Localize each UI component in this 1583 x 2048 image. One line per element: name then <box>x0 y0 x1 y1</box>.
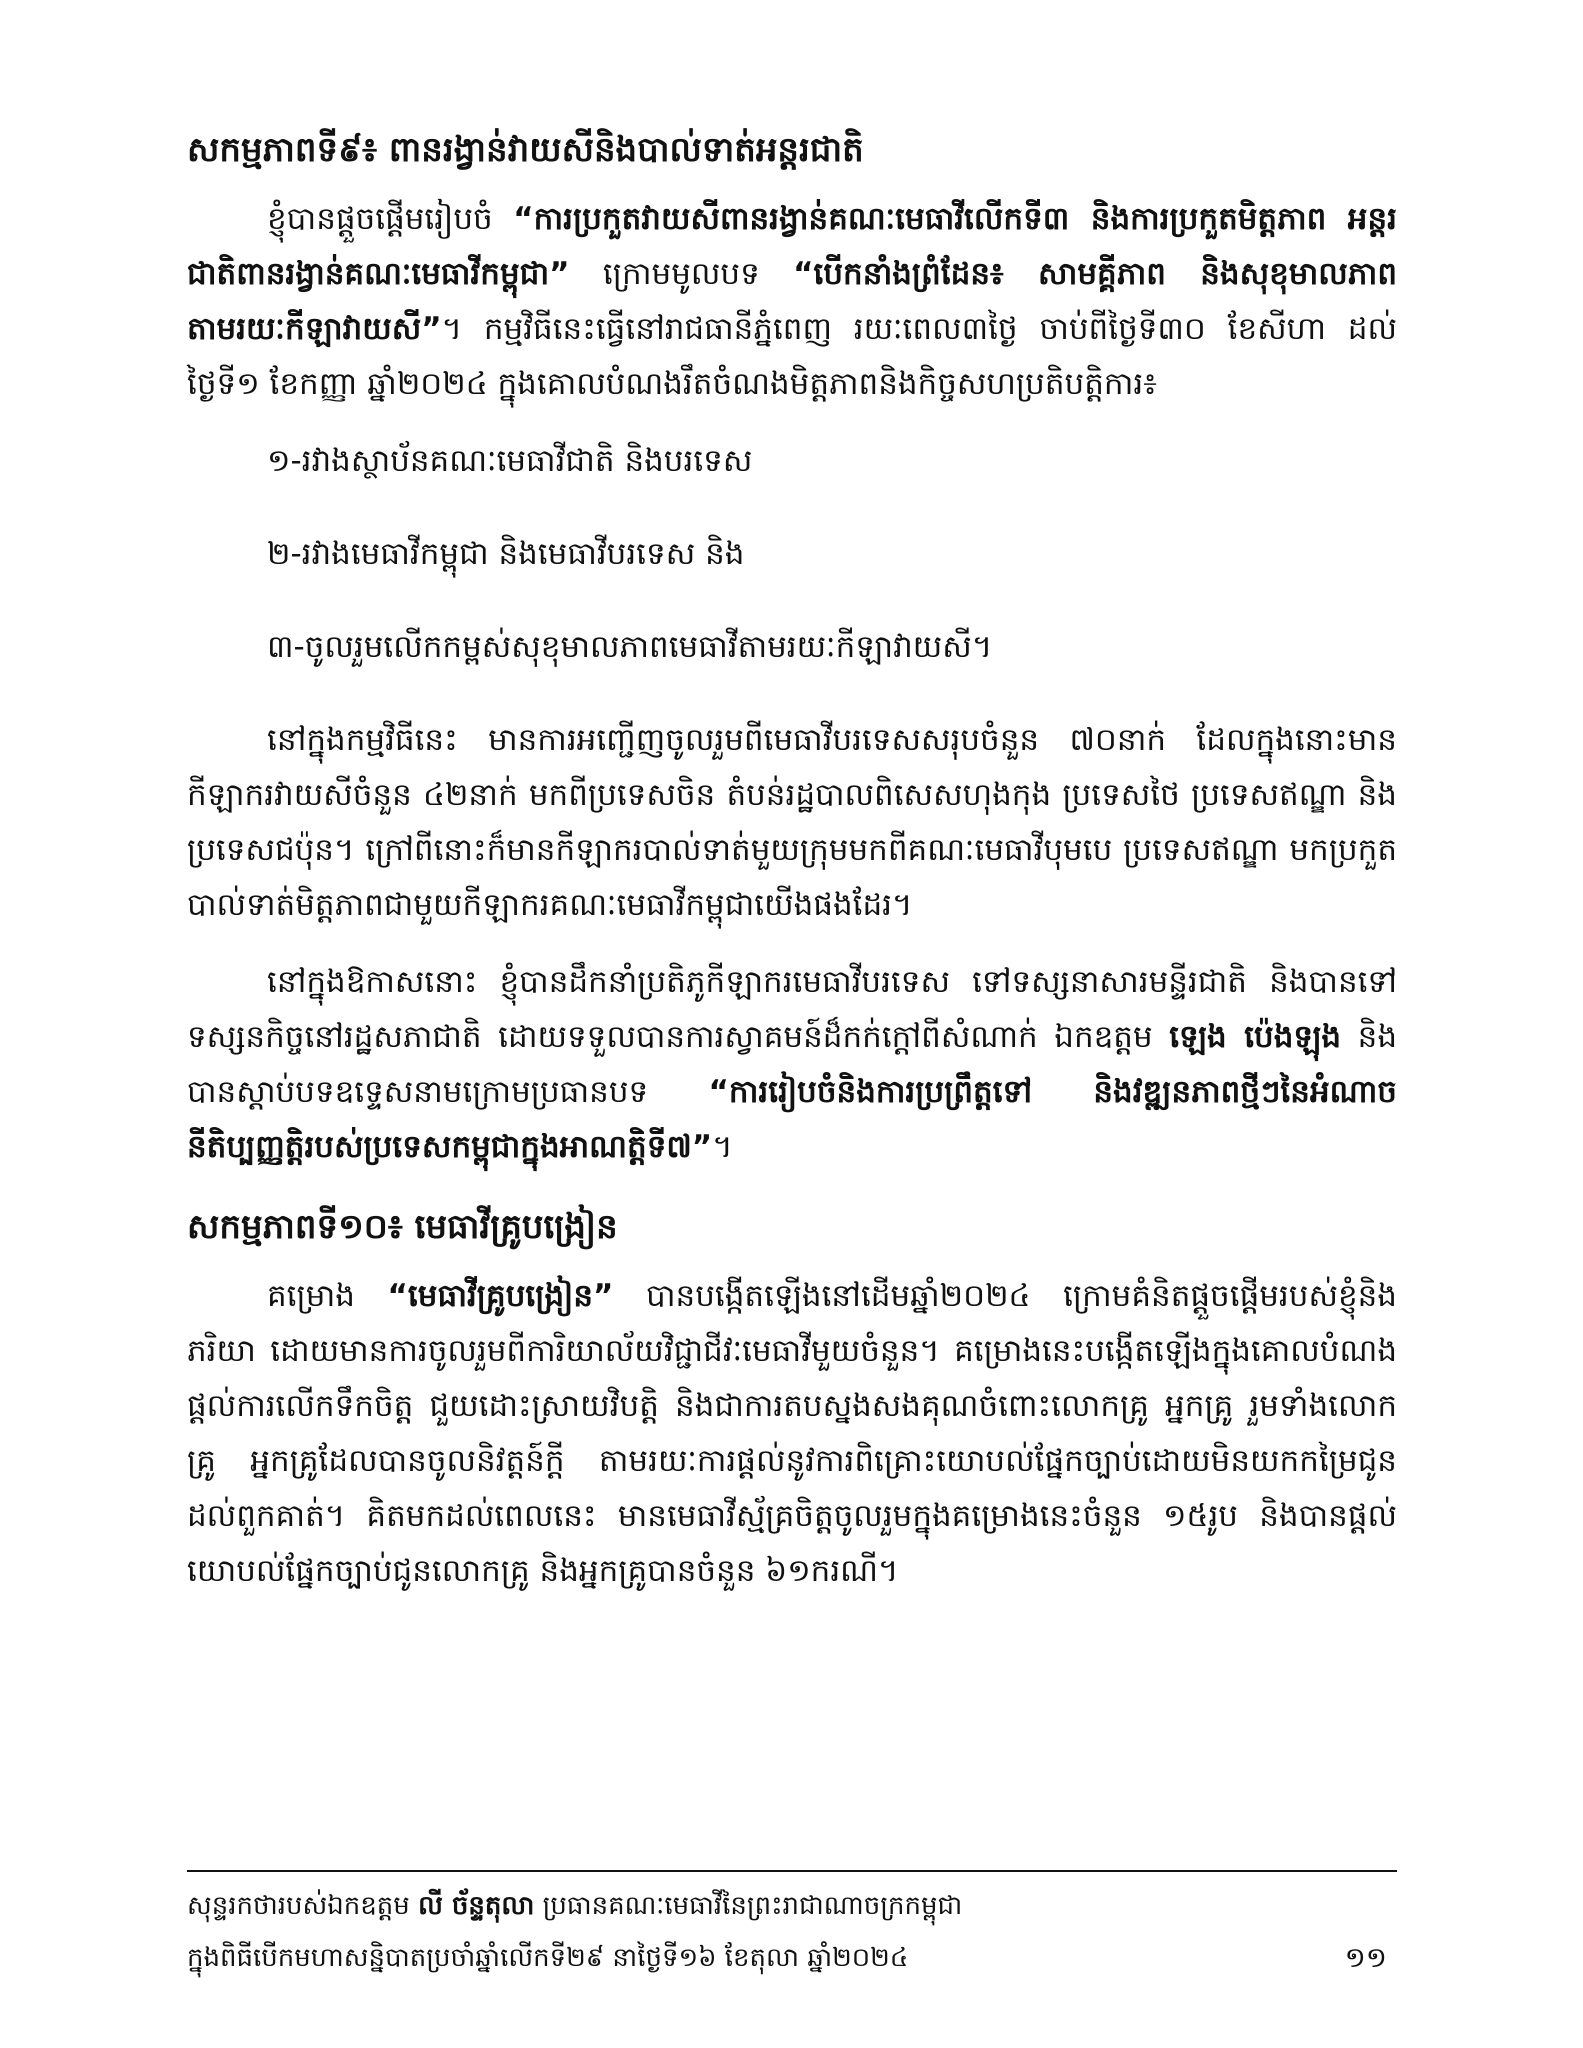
activity10-p1-text-a: គម្រោង <box>267 1278 388 1314</box>
activity9-p3-name: ឡេង ប៉េងឡុង <box>1169 1019 1342 1055</box>
activity9-paragraph-3 <box>187 955 1397 1175</box>
footer-divider <box>187 1870 1397 1872</box>
footer-line2-text: ក្នុងពិធីបើកមហាសន្និបាតប្រចាំឆ្នាំលើកទី២៩ នាថ្ងៃទី១៦ ខែតុលា ឆ្នាំ២០២៤ <box>187 1943 909 1973</box>
activity9-paragraph-1 <box>187 192 1397 412</box>
activity9-list-item-2: ២-រវាងមេធាវីកម្ពុជា និងមេធាវីបរទេស និង <box>267 536 745 572</box>
activity9-p1-event-title: “ការប្រកួតវាយសីពានរង្វាន់គណៈមេធាវីលើកទី៣ និងការប្រកួតមិត្តភាព អន្តរជាតិពានរង្វាន់គណៈមេធាវីកម្ពុជា” <box>187 201 1397 292</box>
activity9-p1-theme: “បើកនាំងព្រំដែន៖ សាមគ្គីភាព និងសុខុមាលភាព តាមរយៈកីឡាវាយសី” <box>187 256 1398 347</box>
activity9-list-item-1: ១-រវាងស្ថាប័នគណៈមេធាវីជាតិ និងបរទេស <box>267 443 753 479</box>
activity9-p3-lecture-title: “ការរៀបចំនិងការប្រព្រឹត្តទៅ និងវឌ្ឍនភាពថ្មីៗនៃអំណាចនីតិប្បញ្ញត្តិរបស់ប្រទេសកម្ពុជាក្នុងអាណត្តិទី៧” <box>187 1074 1397 1165</box>
activity9-p1-text-c: ក្រោមមូលបទ <box>569 256 794 292</box>
footer-line-1 <box>187 1880 1397 1932</box>
page-footer <box>187 1870 1397 1984</box>
footer-speaker-name: លី ច័ន្ទតុលា <box>418 1891 535 1921</box>
activity9-p1-text-a: ខ្ញុំបានផ្តួចផ្តើមរៀបចំ <box>267 201 514 237</box>
page-number: ១១ <box>1344 1941 1387 1974</box>
activity10-paragraph-1 <box>187 1269 1397 1599</box>
activity9-list-item-3: ៣-ចូលរួមលើកកម្ពស់សុខុមាលភាពមេធាវីតាមរយៈកីឡាវាយសី។ <box>267 629 993 665</box>
activity9-p3-text-a: នៅក្នុងឱកាសនោះ ខ្ញុំបានដឹកនាំប្រតិភូកីឡាករមេធាវីបរទេស ទៅទស្សនាសារមន្ទីរជាតិ និងបានទៅទស្សនកិច្ចនៅរដ្ឋសភាជាតិ ដោយទទួលបានការស្វាគមន៍ដ៏កក់ក្តៅពីសំណាក់ ឯកឧត្តម <box>187 964 1397 1055</box>
footer-line-2 <box>187 1932 1397 1984</box>
activity9-p1-text-e: ។ កម្មវិធីនេះធ្វើនៅរាជធានីភ្នំពេញ រយៈពេល៣ថ្ងៃ ចាប់ពីថ្ងៃទី៣០ ខែសីហា ដល់ថ្ងៃទី១ ខែកញ្ញា ឆ្នាំ២០២៤ ក្នុងគោលបំណងរឹតចំណងមិត្តភាពនិងកិច្ចសហប្រតិបត្តិការ៖ <box>187 311 1397 402</box>
activity9-p3-text-c: និងបានស្តាប់បទឧទ្ទេសនាមក្រោមប្រធានបទ <box>187 1019 1398 1110</box>
footer-line1-text-a: សុន្ទរកថារបស់ឯកឧត្តម <box>187 1891 419 1921</box>
activity9-p3-text-e: ។ <box>712 1129 733 1165</box>
activity9-paragraph-2: នៅក្នុងកម្មវិធីនេះ មានការអញ្ជើញចូលរួមពីមេធាវីបរទេសសរុបចំនួន ៧០នាក់ ដែលក្នុងនោះមានកីឡាករវាយសីចំនួន ៤២នាក់ មកពីប្រទេសចិន តំបន់រដ្ឋបាលពិសេសហុងកុង ប្រទេសថៃ ប្រទេសឥណ្ឌា និងប្រទេសជប៉ុន។ ក្រៅពីនោះក៏មានកីឡាករបាល់ទាត់មួយក្រុមមកពីគណៈមេធាវីបុមបេ ប្រទេសឥណ្ឌា មកប្រកួតបាល់ទាត់មិត្តភាពជាមួយកីឡាករគណៈមេធាវីកម្ពុជាយើងផងដែរ។ <box>187 722 1397 923</box>
page-content <box>187 120 1397 1621</box>
activity10-p1-project-name: “មេធាវីគ្រូបង្រៀន” <box>387 1278 614 1314</box>
activity10-p1-text-c: បានបង្កើតឡើងនៅដើមឆ្នាំ២០២៤ ក្រោមគំនិតផ្តួចផ្តើមរបស់ខ្ញុំនិងភរិយា ដោយមានការចូលរួមពីការិយាល័យវិជ្ជាជីវៈមេធាវីមួយចំនួន។ គម្រោងនេះបង្កើតឡើងក្នុងគោលបំណងផ្តល់ការលើកទឹកចិត្ត ជួយដោះស្រាយវិបត្តិ និងជាការតបស្នងសងគុណចំពោះលោកគ្រូ អ្នកគ្រូ រួមទាំងលោកគ្រូ អ្នកគ្រូដែលបានចូលនិវត្តន៍ក្តី តាមរយៈការផ្តល់នូវការពិគ្រោះយោបល់ផ្នែកច្បាប់ដោយមិនយកកម្រៃជូនដល់ពួកគាត់។ គិតមកដល់ពេលនេះ មានមេធាវីស្ម័គ្រចិត្តចូលរួមក្នុងគម្រោងនេះចំនួន ១៥រូប និងបានផ្តល់យោបល់ផ្នែកច្បាប់ជូនលោកគ្រូ និងអ្នកគ្រូបានចំនួន ៦១ករណី។ <box>187 1278 1397 1589</box>
activity9-heading: សកម្មភាពទី៩៖ ពានរង្វាន់វាយសីនិងបាល់ទាត់អន្តរជាតិ <box>187 130 864 170</box>
activity10-heading: សកម្មភាពទី១០៖ មេធាវីគ្រូបង្រៀន <box>187 1207 618 1247</box>
footer-line1-text-c: ប្រធានគណៈមេធាវីនៃព្រះរាជាណាចក្រកម្ពុជា <box>534 1891 963 1921</box>
